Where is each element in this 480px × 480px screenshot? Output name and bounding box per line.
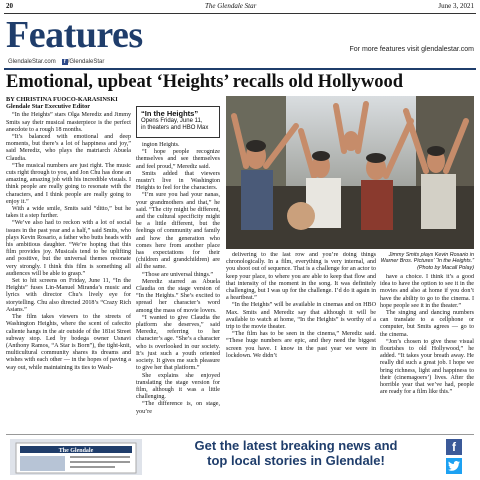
byline-name: BY CHRISTINA FUOCO-KARASINSKI — [6, 96, 118, 103]
article-column-3 — [226, 252, 376, 360]
section-title: Features — [6, 14, 143, 56]
masthead-divider — [4, 68, 476, 70]
page-number: 20 — [6, 2, 13, 10]
article-paragraph: With a wide smile, Smits said “ditto,” but he takes it a step further. — [6, 206, 131, 220]
thumbnail-label: The Glendale — [58, 448, 94, 454]
article-headline: Emotional, upbeat ‘Heights’ recalls old Hollywood — [6, 72, 404, 92]
section-masthead — [6, 16, 474, 70]
article-paragraph: “It’s balanced with emotional and deep moments, but there’s a lot of happiness and joy,” said Merediz, who plays the matriarch Abuela Claudia. — [6, 134, 131, 162]
banner-social-icons — [446, 439, 468, 477]
article-paragraph: “Those are universal things.” — [142, 271, 214, 278]
banner-line-2: top local stories in Glendale! — [207, 453, 385, 468]
issue-date: June 3, 2021 — [438, 2, 474, 10]
visit-website-text: For more features visit glendalestar.com — [349, 46, 474, 53]
photo-caption: Jimmy Smits plays Kevin Rosario in Warner Bros. Pictures’ “In the Heights.” (Photo by Macall Polay) — [380, 252, 474, 271]
article-paragraph: “The musical numbers are just right. The music cuts right through to you, and Jon Chu has done an amazing, amazing job with his incredible visuals. I think people are really going to resonate with the characters, and I think people are really going to enjoy it.” — [6, 162, 131, 205]
article-photo — [226, 96, 474, 249]
article-paragraph: “The difference is, on stage, you’re — [136, 401, 220, 415]
byline-title: Glendale Star Executive Editor — [6, 103, 91, 111]
banner-line-1: Get the latest breaking news and — [194, 438, 398, 453]
article-paragraph: She explains she enjoyed translating the stage version for film, although it was a little challenging. — [136, 372, 220, 401]
article-paragraph: “We’ve also had to reckon with a lot of social issues in the past year and a half,” said Smits, who plays Kevin Rosario, a father who butts heads with his ambitious daughter. “We’re hoping that this film provides joy. Musicals tend to be uplifting and positive, but the universal themes resonate very strongly. I think this film is something all audiences will be able to grasp.” — [6, 220, 131, 277]
article-paragraph: Smits added that viewers mustn’t live in Washington Heights to feel for the characters. — [136, 170, 220, 192]
article-paragraph: “In the Heights” will be available in cinemas and on HBO Max. Smits and Merediz say that although it will be available to watch at home, “In the Heights” is worthy of a trip to the movie theater. — [226, 302, 376, 331]
article-paragraph: “I’m sure you had your nanas, your grandmothers and that,” he said. “The city might be different, and the cultural specificity might be a little different, but the feelings of community and family and how the generation who comes here from another place has expectations for their (children and grandchildren) are all the same. — [136, 192, 220, 271]
article-paragraph: “I hope people recognize themselves and see themselves and feel proud,” Merediz said. — [136, 149, 220, 170]
article-paragraph: “Jon’s chosen to give these visual flourishes to old Hollywood,” he added. “It takes your breath away. He really did such a great job. I hope we bring richness, light and happiness to their (cinemagoers’) lives. After the horrible year that we’ve had, people are ready for a film like this.” — [380, 338, 474, 396]
article-paragraph: “In the Heights” stars Olga Merediz and Jimmy Smits say their musical masterpiece is the perfect anecdote to a rough 18 months. — [6, 112, 131, 133]
article-column-2 — [136, 142, 220, 416]
facebook-handle: /GlendaleStar — [67, 59, 105, 65]
article-paragraph: “The film has to be seen in the cinema,” Merediz said. “These huge numbers are epic, and they need the biggest screen you have. I know in the past year we were in lockdown. We didn’t — [226, 331, 376, 359]
article-paragraph: have a choice. I think it’s a good idea to have the option to see it in the movies and also at home if you don’t have the ability to go to the cinema. I hope people see it in the theater.” — [380, 274, 474, 309]
movie-info-box — [136, 106, 220, 138]
article-column-4 — [380, 274, 474, 396]
info-box-title: “In the Heights” — [141, 109, 199, 118]
facebook-icon[interactable]: f — [446, 439, 462, 455]
article-paragraph: The film takes viewers to the streets of Washington Heights, where the scent of cafecito caliente hangs in the air outside of the 181st Street subway stop. Led by bodega owner Usnavi (Anthony Ramos, “A Star is Born”), the tight-knit, multicultural community shares its dreams and wishes with each other — in the hopes of paving a way out, while maintaining its ties to Wash- — [6, 314, 131, 371]
article-paragraph: delivering to the last row and you’re doing things chronologically. In a film, everything is very internal, and you shoot out of sequence. That is a challenge for an actor to keep your place, to where you are able to keep that flow and that intensity of the moment in the song. It was definitely challenging, but I was up for the challenge. I’d do it again in a heartbeat.” — [226, 252, 376, 302]
article-paragraph: ington Heights. — [142, 142, 180, 148]
page-header — [0, 0, 480, 14]
news-promo-banner[interactable] — [6, 434, 474, 476]
info-box-line: Opens Friday, June 11, — [141, 118, 203, 125]
banner-text — [166, 438, 426, 468]
article-paragraph: “I wanted to give Claudia the platform she deserves,” said Merediz, referring to her character’s age. “She’s a character who is overlooked in our society. It’s just such a youth oriented society. It gives me such pleasure to give her that platform.” — [136, 314, 220, 372]
social-links — [8, 59, 104, 65]
article-column-1 — [6, 96, 131, 372]
crowd-photo-illustration — [226, 96, 474, 249]
publication-name: The Glendale Star — [205, 2, 257, 10]
facebook-link[interactable] — [62, 59, 105, 65]
twitter-icon[interactable] — [446, 458, 462, 474]
info-box-line: in theaters and HBO Max — [141, 125, 209, 132]
facebook-icon: f — [62, 59, 68, 65]
article-paragraph: The singing and dancing numbers can translate to a cellphone or computer, but Smits agrees — go to the cinema. — [380, 310, 474, 338]
article-paragraph: Merediz starred as Abuela Claudia on the stage version of “In the Heights.” She’s excited to spread her character’s word among the mass of movie lovers. — [136, 278, 220, 314]
article-paragraph: Set to hit screens on Friday, June 11, “In the Heights” fuses Lin-Manuel Miranda’s music and lyrics with director Chu’s lively eye for storytelling. Chu also directed 2018’s “Crazy Rich Asians.” — [6, 278, 131, 313]
website-link[interactable]: GlendaleStar.com — [8, 59, 56, 65]
newspaper-thumbnail — [10, 439, 142, 475]
